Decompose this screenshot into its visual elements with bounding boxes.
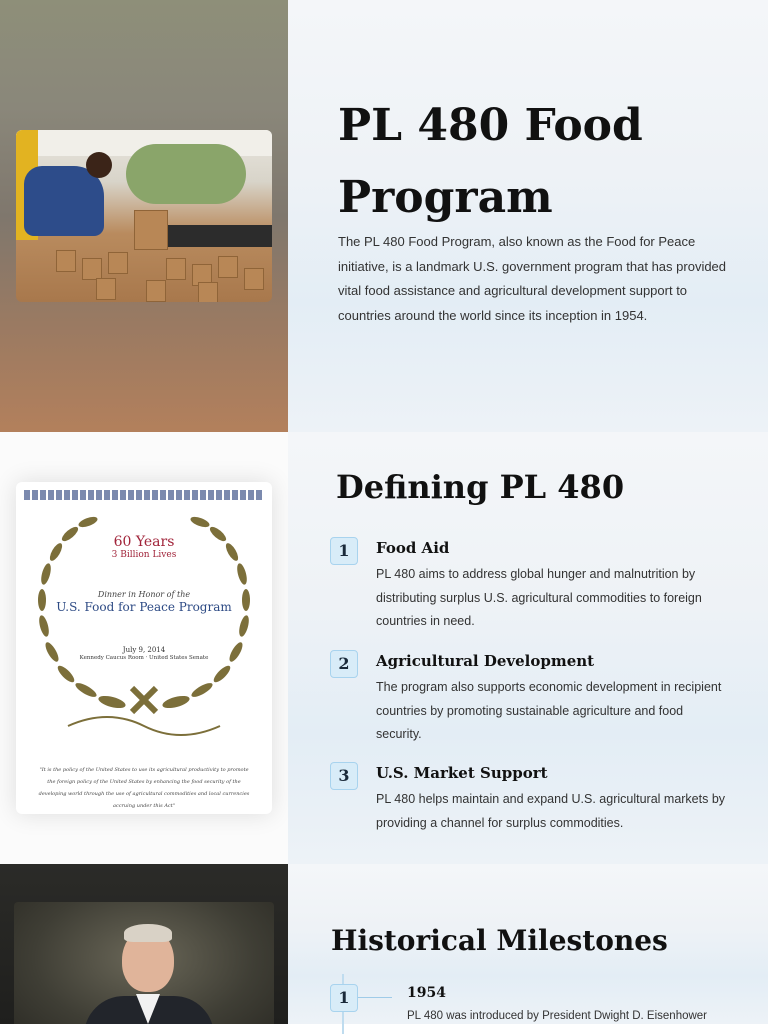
number-badge: 1	[330, 537, 358, 565]
timeline-text: PL 480 was introduced by President Dwight D. Eisenhower	[407, 1010, 708, 1022]
item-heading: U.S. Market Support	[376, 764, 548, 782]
hero-image-panel	[0, 0, 288, 432]
milestones-title: Historical Milestones	[331, 924, 668, 957]
timeline-badge: 1	[330, 984, 358, 1012]
page-title: PL 480 Food Program	[338, 100, 643, 223]
item-text: The program also supports economic development in recipient countries by promoting sustainable agriculture and food security.	[376, 680, 722, 741]
number-badge: 2	[330, 650, 358, 678]
timeline-connector	[358, 997, 392, 998]
card-date: July 9, 2014	[122, 646, 166, 654]
food-distribution-photo	[16, 130, 272, 302]
portrait-panel	[0, 864, 288, 1024]
timeline-year: 1954	[407, 985, 446, 1001]
eisenhower-portrait	[14, 902, 274, 1024]
hero-description: The PL 480 Food Program, also known as the Food for Peace initiative, is a landmark U.S. government program that has provided vital food assistance and agricultural development support to countries around the world since its inception in 1954.	[338, 234, 727, 323]
card-years: 60 Years	[113, 534, 175, 550]
card-program: U.S. Food for Peace Program	[56, 600, 232, 614]
defining-title: Defining PL 480	[336, 468, 625, 506]
card-dinner: Dinner in Honor of the	[97, 590, 191, 599]
card-quote: "It is the policy of the United States to use its agricultural productivity to promote the foreign policy of the United States by enhancing the food security of the developing world through the use of agricultural commodities and local currencies accruing under this Act"	[38, 767, 250, 809]
number-badge: 3	[330, 762, 358, 790]
card-lives: 3 Billion Lives	[111, 550, 177, 560]
card-venue: Kennedy Caucus Room · United States Senate	[79, 655, 209, 661]
item-heading: Food Aid	[376, 539, 450, 557]
item-text: PL 480 aims to address global hunger and malnutrition by distributing surplus U.S. agricultural commodities to foreign countries in need.	[376, 567, 702, 628]
food-for-peace-program-card	[16, 482, 272, 814]
card-image-panel	[0, 432, 288, 864]
item-text: PL 480 helps maintain and expand U.S. agricultural markets by providing a channel for surplus commodities.	[376, 792, 726, 830]
item-heading: Agricultural Development	[376, 652, 595, 670]
